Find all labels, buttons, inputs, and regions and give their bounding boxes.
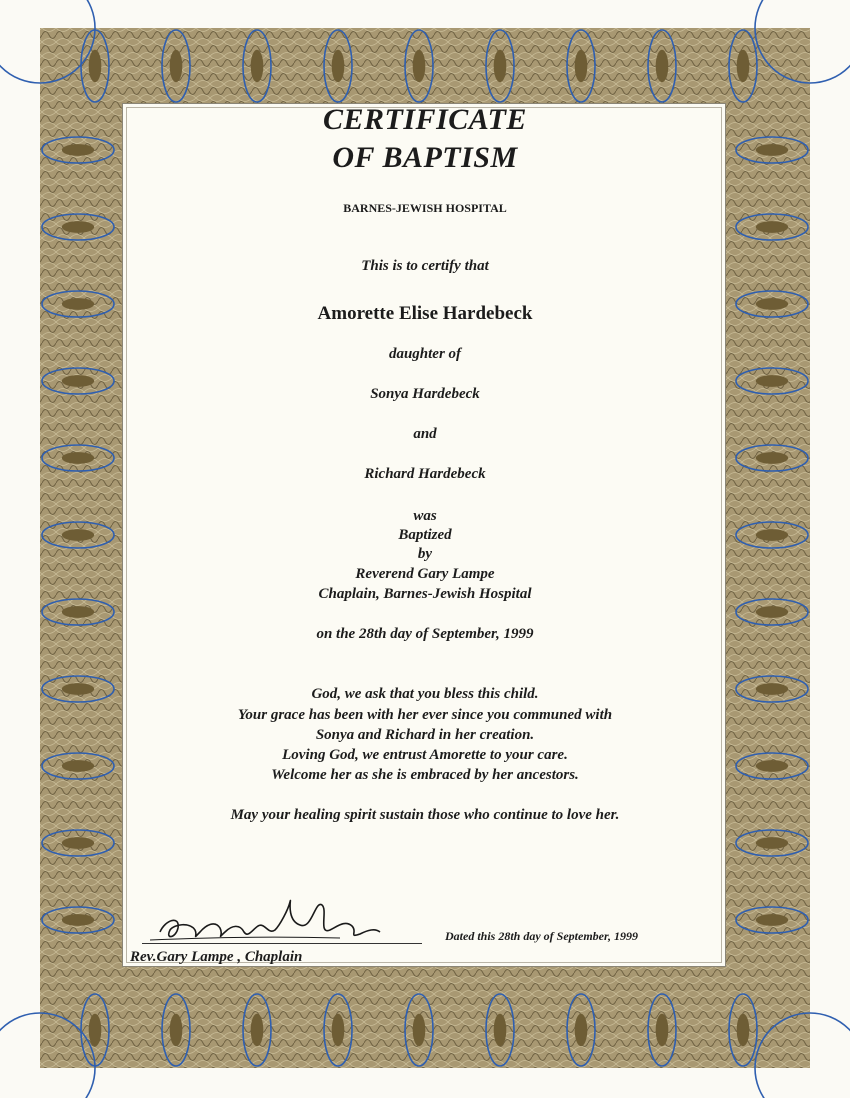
baptized-text: Baptized (398, 527, 452, 543)
blessing-line-5: Welcome her as she is embraced by her ancestors. (271, 767, 579, 783)
border-ornament-center (756, 452, 788, 464)
officiant-name: Reverend Gary Lampe (355, 566, 495, 582)
handwritten-signature (140, 880, 400, 960)
officiant-title: Chaplain, Barnes-Jewish Hospital (318, 586, 532, 602)
child-name: Amorette Elise Hardebeck (317, 303, 533, 324)
relation-text: daughter of (388, 346, 462, 362)
border-ornament-center (251, 1014, 264, 1046)
border-ornament-center (62, 452, 94, 464)
signer-name: Rev.Gary Lampe , Chaplain (130, 949, 303, 965)
blessing-line-3: Sonya and Richard in her creation. (315, 727, 535, 743)
hospital-name: BARNES-JEWISH HOSPITAL (343, 201, 507, 215)
border-ornament-center (494, 50, 507, 82)
baptism-date: on the 28th day of September, 1999 (316, 626, 534, 642)
border-ornament-center (575, 1014, 588, 1046)
parent-1: Sonya Hardebeck (370, 386, 480, 402)
title-line-2: OF BAPTISM (332, 141, 518, 174)
blessing-line-2: Your grace has been with her ever since you communed with (237, 707, 613, 723)
border-ornament-center (756, 606, 788, 618)
was-text: was (413, 508, 437, 524)
border-ornament-center (170, 1014, 183, 1046)
border-ornament-center (89, 1014, 102, 1046)
blessing-line-4: Loving God, we entrust Amorette to your care. (282, 747, 568, 763)
border-ornament-center (756, 837, 788, 849)
border-ornament-center (756, 221, 788, 233)
signature-line (142, 943, 422, 944)
parent-2: Richard Hardebeck (364, 466, 486, 482)
border-ornament-center (62, 606, 94, 618)
border-ornament-center (756, 914, 788, 926)
border-ornament-center (170, 50, 183, 82)
border-ornament-center (575, 50, 588, 82)
blessing-line-1: God, we ask that you bless this child. (311, 686, 539, 702)
blessing-line-6: May your healing spirit sustain those who continue to love her. (230, 807, 620, 823)
border-ornament-center (62, 914, 94, 926)
certify-text: This is to certify that (361, 258, 489, 274)
title-line-1: CERTIFICATE (323, 103, 527, 136)
border-ornament-center (656, 1014, 669, 1046)
border-ornament-center (332, 50, 345, 82)
border-ornament-center (413, 1014, 426, 1046)
border-ornament-center (89, 50, 102, 82)
border-ornament-center (494, 1014, 507, 1046)
border-ornament-center (332, 1014, 345, 1046)
border-ornament-center (737, 50, 750, 82)
and-text: and (413, 426, 437, 442)
border-ornament-center (413, 50, 426, 82)
border-ornament-center (737, 1014, 750, 1046)
dated-text: Dated this 28th day of September, 1999 (445, 929, 638, 943)
border-ornament-center (62, 837, 94, 849)
border-ornament-center (62, 221, 94, 233)
border-ornament-center (656, 50, 669, 82)
by-text: by (417, 546, 433, 562)
border-ornament-center (251, 50, 264, 82)
